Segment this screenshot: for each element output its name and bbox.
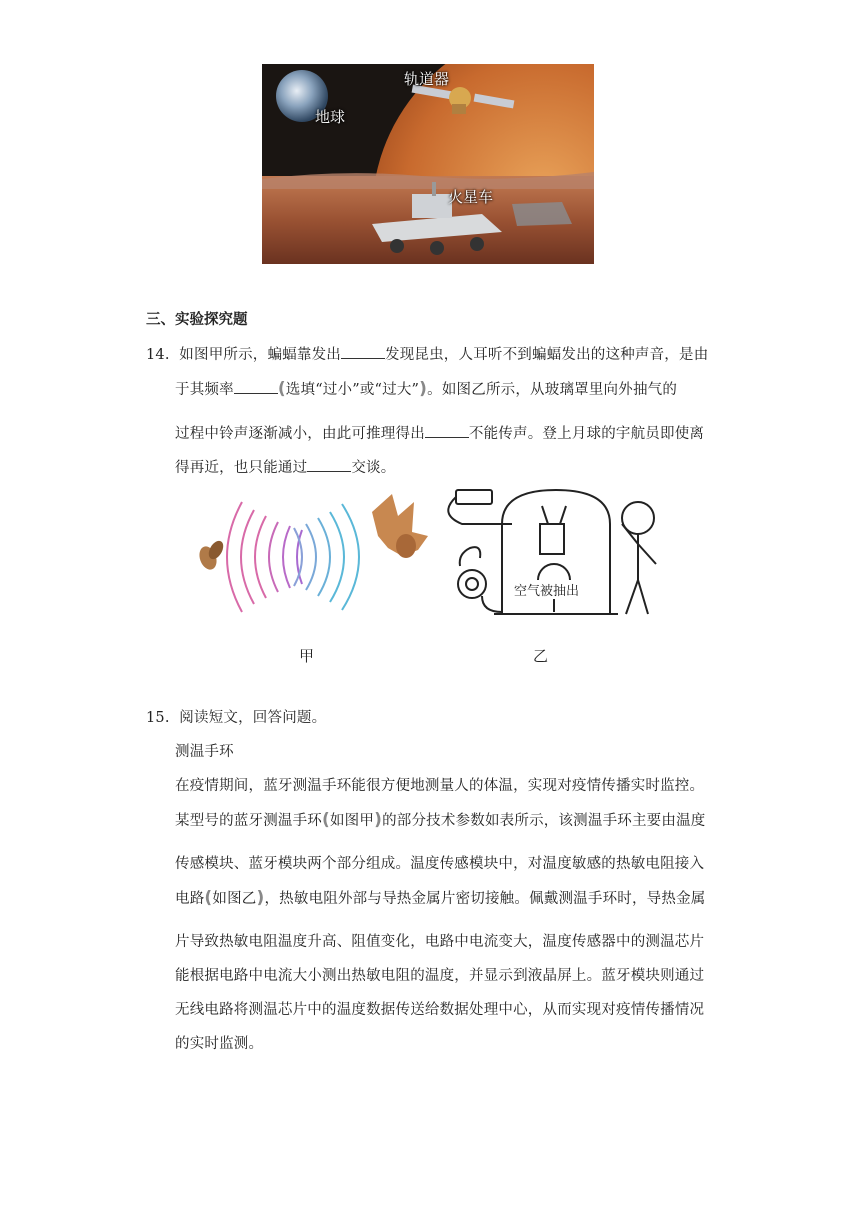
q14-text: 过程中铃声逐渐减小，由此可推理得出 (175, 426, 425, 442)
q14-line-1 (146, 343, 708, 364)
orbiter-label: 轨道器 (404, 70, 450, 88)
q15-para-line: 在疫情期间，蓝牙测温手环能很方便地测量人的体温，实现对疫情传播实时监控。 (175, 778, 705, 794)
q14-text: 发现昆虫，人耳听不到蝙蝠发出的这种声音，是由 (385, 347, 709, 363)
bat-icon (372, 494, 428, 558)
figure-jia-label: 甲 (299, 647, 315, 665)
question-number: 14. (146, 347, 170, 363)
q15-para-line: 传感模块、蓝牙模块两个部分组成。温度传感模块中，对温度敏感的热敏电阻接入 (175, 856, 705, 872)
rover-label: 火星车 (448, 188, 494, 206)
q15-para-line: 无线电路将测温芯片中的温度数据传送给数据处理中心，从而实现对疫情传播情况 (175, 1002, 705, 1018)
right-paren: ) (419, 379, 428, 399)
q14-text: 。如图乙所示，从玻璃罩里向外抽气的 (427, 382, 678, 398)
q15-article-title: 测温手环 (175, 744, 234, 760)
earth-label: 地球 (315, 108, 346, 126)
q14-text: 交谈。 (351, 460, 396, 476)
q15-text: 如图甲 (329, 813, 375, 829)
bat-soundwave-illustration (192, 492, 432, 622)
figure-jia-bats (192, 492, 432, 622)
left-paren: ( (322, 810, 330, 830)
answer-blank[interactable] (307, 457, 351, 472)
q14-text: 不能传声。登上月球的宇航员即使离 (468, 426, 705, 442)
q15-para-line: 的实时监测。 (175, 1036, 264, 1052)
q14-text: 于其频率 (175, 382, 234, 398)
q14-line-3 (175, 422, 704, 443)
question-number: 15. (146, 710, 170, 726)
q15-text: 的部分技术参数如表所示，该测温手环主要由温度 (382, 813, 706, 829)
q14-hint: 选填“过小”或“过大” (285, 382, 420, 398)
q14-line-4 (175, 456, 395, 477)
answer-blank[interactable] (425, 423, 469, 438)
left-paren: ( (204, 888, 213, 908)
q15-para-line (175, 809, 705, 830)
left-paren: ( (277, 379, 286, 399)
q14-text: 如图甲所示，蝙蝠靠发出 (179, 347, 341, 363)
q15-text: 某型号的蓝牙测温手环 (175, 813, 322, 829)
section-title: 三、实验探究题 (146, 312, 248, 328)
figure-yi-bell-jar (442, 484, 668, 624)
figure-yi-label: 乙 (533, 647, 549, 665)
mars-scene-illustration (262, 64, 594, 264)
answer-blank[interactable] (341, 344, 385, 359)
q14-text: 得再近，也只能通过 (175, 460, 308, 476)
right-paren: ) (374, 810, 383, 830)
q14-line-2 (175, 378, 677, 399)
right-paren: ) (256, 888, 265, 908)
bell-jar-illustration (442, 484, 668, 624)
bell-jar-label: 空气被抽出 (514, 580, 579, 599)
moth-icon (196, 538, 226, 572)
q15-para-line: 片导致热敏电阻温度升高、阻值变化，电路中电流变大，温度传感器中的测温芯片 (175, 934, 705, 950)
q15-intro: 阅读短文，回答问题。 (179, 710, 327, 726)
q15-text: 电路 (175, 891, 205, 907)
answer-blank[interactable] (234, 379, 278, 394)
mars-mission-image (262, 64, 594, 264)
q15-para-line: 能根据电路中电流大小测出热敏电阻的温度，并显示到液晶屏上。蓝牙模块则通过 (175, 968, 705, 984)
q15-text: 如图乙 (212, 891, 257, 907)
q15-line-intro (146, 706, 326, 727)
q15-para-line (175, 887, 705, 908)
q15-text: ，热敏电阻外部与导热金属片密切接触。佩戴测温手环时，导热金属 (264, 891, 706, 907)
